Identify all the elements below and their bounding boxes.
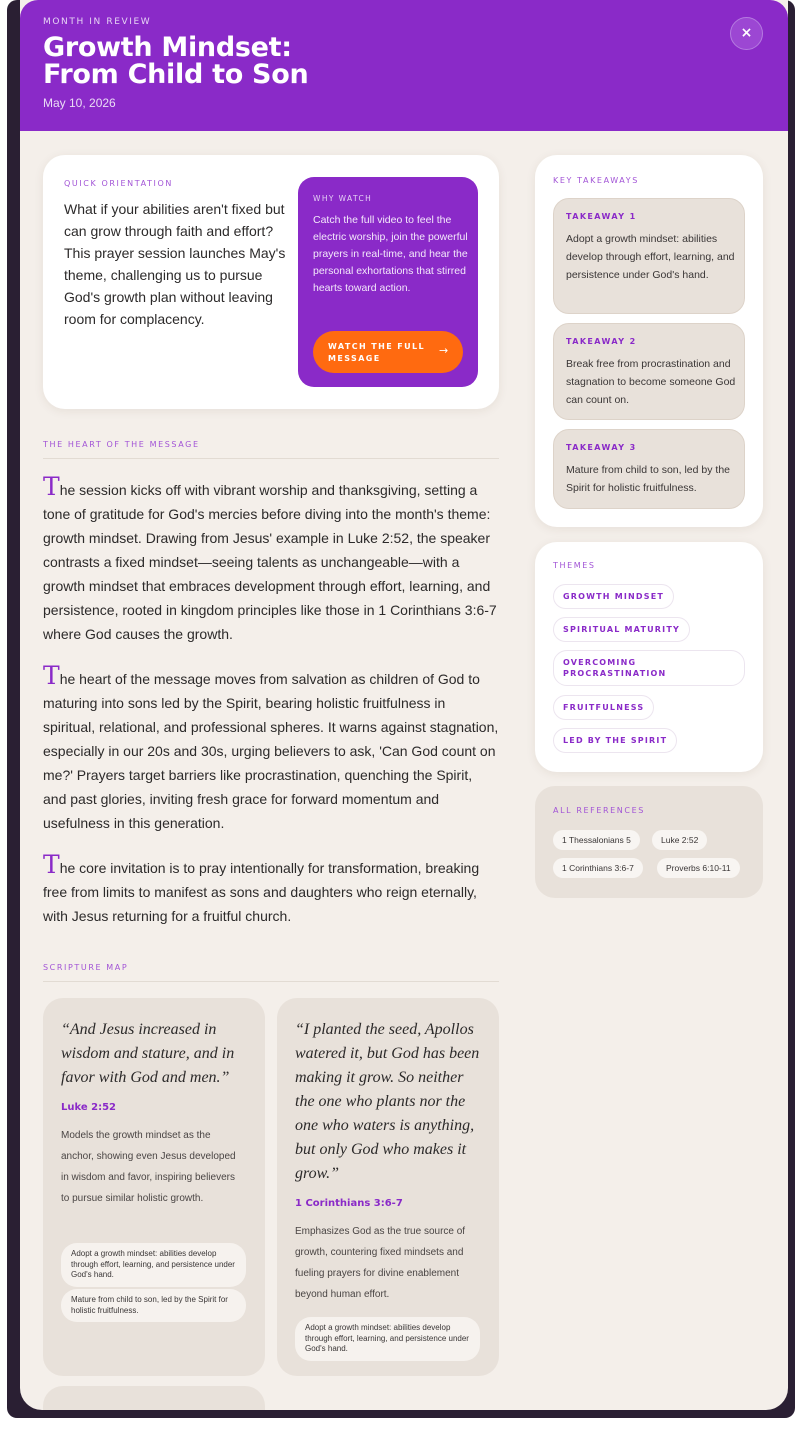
references-card (535, 786, 763, 898)
why-watch-eyebrow: WHY WATCH (313, 194, 373, 203)
takeaway-link-chip[interactable]: Adopt a growth mindset: abilities develop through effort, learning, and persistence under God's hand. (61, 1243, 246, 1287)
drop-cap: T (43, 661, 60, 690)
scripture-description: Emphasizes God as the true source of growth, countering fixed mindsets and fueling prayers for divine enablement beyond human effort. (295, 1226, 466, 1300)
modal-header (20, 0, 788, 131)
theme-tag[interactable]: GROWTH MINDSET (553, 584, 674, 609)
scripture-reference: Luke 2:52 (61, 1102, 117, 1113)
page-title (43, 34, 603, 88)
theme-tag[interactable]: OVERCOMING PROCRASTINATION (553, 650, 745, 686)
orientation-text: What if your abilities aren't fixed but can grow through faith and effort? This prayer session launches May's theme, challenging us to pursue God's growth plan without leaving room for complacency. (64, 201, 286, 327)
scripture-card (43, 998, 265, 1376)
takeaway-item (553, 198, 745, 314)
theme-tag[interactable]: FRUITFULNESS (553, 695, 654, 720)
orientation-card (43, 155, 499, 409)
arrow-right-icon: → (439, 344, 449, 357)
themes-card (535, 542, 763, 772)
scripture-quote: “I planted the seed, Apollos watered it, but God has been making it grow. So neither the one who plants nor the one who waters is anything, but only God who makes it grow.” (295, 1021, 480, 1182)
close-icon[interactable]: × (730, 17, 763, 50)
why-watch-panel (298, 177, 478, 387)
reference-chip[interactable]: 1 Corinthians 3:6-7 (553, 858, 643, 878)
reference-chip[interactable]: Proverbs 6:10-11 (657, 858, 740, 878)
takeaway-label: TAKEAWAY 2 (566, 337, 637, 346)
paragraph-text: he heart of the message moves from salvation as children of God to maturing into sons led by the Spirit, bearing holistic fruitfulness in spiritual, relational, and professional spheres. It warns against stagnation, especially in our 20s and 30s, urging believers to ask, 'Can God count on me?' Prayers target barriers like procrastination, quenching the Spirit, and past glories, inviting fresh grace for forward momentum and usefulness in this generation. (43, 671, 499, 831)
themes-eyebrow: THEMES (553, 561, 596, 570)
takeaway-label: TAKEAWAY 1 (566, 212, 637, 221)
paragraph-text: he session kicks off with vibrant worship and thanksgiving, setting a tone of gratitude for God's mercies before diving into the month's theme: growth mindset. Drawing from Jesus' example in Luke 2:52, the speaker contrasts a fixed mindset—seeing talents as unchangeable—with a growth mindset that embraces development through effort, learning, and persistence, rooted in kingdom principles like those in 1 Corinthians 3:6-7 where God causes the growth. (43, 482, 497, 642)
takeaways-eyebrow: KEY TAKEAWAYS (553, 176, 639, 185)
takeaway-text: Adopt a growth mindset: abilities develop through effort, learning, and persistence under God's hand. (566, 233, 735, 281)
reference-chip[interactable]: 1 Thessalonians 5 (553, 830, 640, 850)
references-eyebrow: ALL REFERENCES (553, 806, 645, 815)
takeaway-link-chip[interactable]: Adopt a growth mindset: abilities develop through effort, learning, and persistence under God's hand. (295, 1317, 480, 1361)
heart-section-heading: THE HEART OF THE MESSAGE (43, 440, 499, 459)
review-modal (20, 0, 788, 1410)
scripture-card (277, 998, 499, 1376)
theme-tag[interactable]: SPIRITUAL MATURITY (553, 617, 690, 642)
why-watch-text: Catch the full video to feel the electric worship, join the powerful prayers in real-time, and hear the personal exhortations that stirred hearts toward action. (313, 214, 468, 294)
message-paragraph (43, 850, 499, 928)
header-eyebrow: MONTH IN REVIEW (43, 17, 152, 27)
message-paragraph (43, 661, 499, 835)
takeaways-card (535, 155, 763, 527)
title-line-1: Growth Mindset: (43, 32, 292, 63)
takeaway-text: Mature from child to son, led by the Spirit for holistic fruitfulness. (566, 464, 730, 494)
takeaway-item (553, 323, 745, 420)
watch-button-label: WATCH THE FULL MESSAGE (328, 342, 426, 363)
takeaway-label: TAKEAWAY 3 (566, 443, 637, 452)
scripture-quote: “And Jesus increased in wisdom and stature, and in favor with God and men.” (61, 1021, 235, 1086)
orientation-eyebrow: QUICK ORIENTATION (64, 179, 173, 188)
reference-chip[interactable]: Luke 2:52 (652, 830, 707, 850)
theme-tag[interactable]: LED BY THE SPIRIT (553, 728, 677, 753)
scripture-card (43, 1386, 265, 1410)
takeaway-link-chip[interactable]: Mature from child to son, led by the Spirit for holistic fruitfulness. (61, 1289, 246, 1322)
title-line-2: From Child to Son (43, 59, 309, 90)
message-paragraph (43, 472, 499, 646)
drop-cap: T (43, 472, 60, 501)
session-date: May 10, 2026 (43, 96, 116, 110)
paragraph-text: he core invitation is to pray intentionally for transformation, breaking free from limits to manifest as sons and daughters who reign eternally, with Jesus returning for a fruitful church. (43, 860, 480, 924)
scripture-description: Models the growth mindset as the anchor, showing even Jesus developed in wisdom and favor, inspiring believers to pursue similar holistic growth. (61, 1130, 236, 1204)
watch-full-message-button[interactable] (313, 331, 463, 373)
takeaway-text: Break free from procrastination and stagnation to become someone God can count on. (566, 358, 736, 406)
scripture-map-heading: SCRIPTURE MAP (43, 963, 499, 982)
scripture-reference: 1 Corinthians 3:6-7 (295, 1198, 403, 1209)
takeaway-item (553, 429, 745, 509)
drop-cap: T (43, 850, 60, 879)
